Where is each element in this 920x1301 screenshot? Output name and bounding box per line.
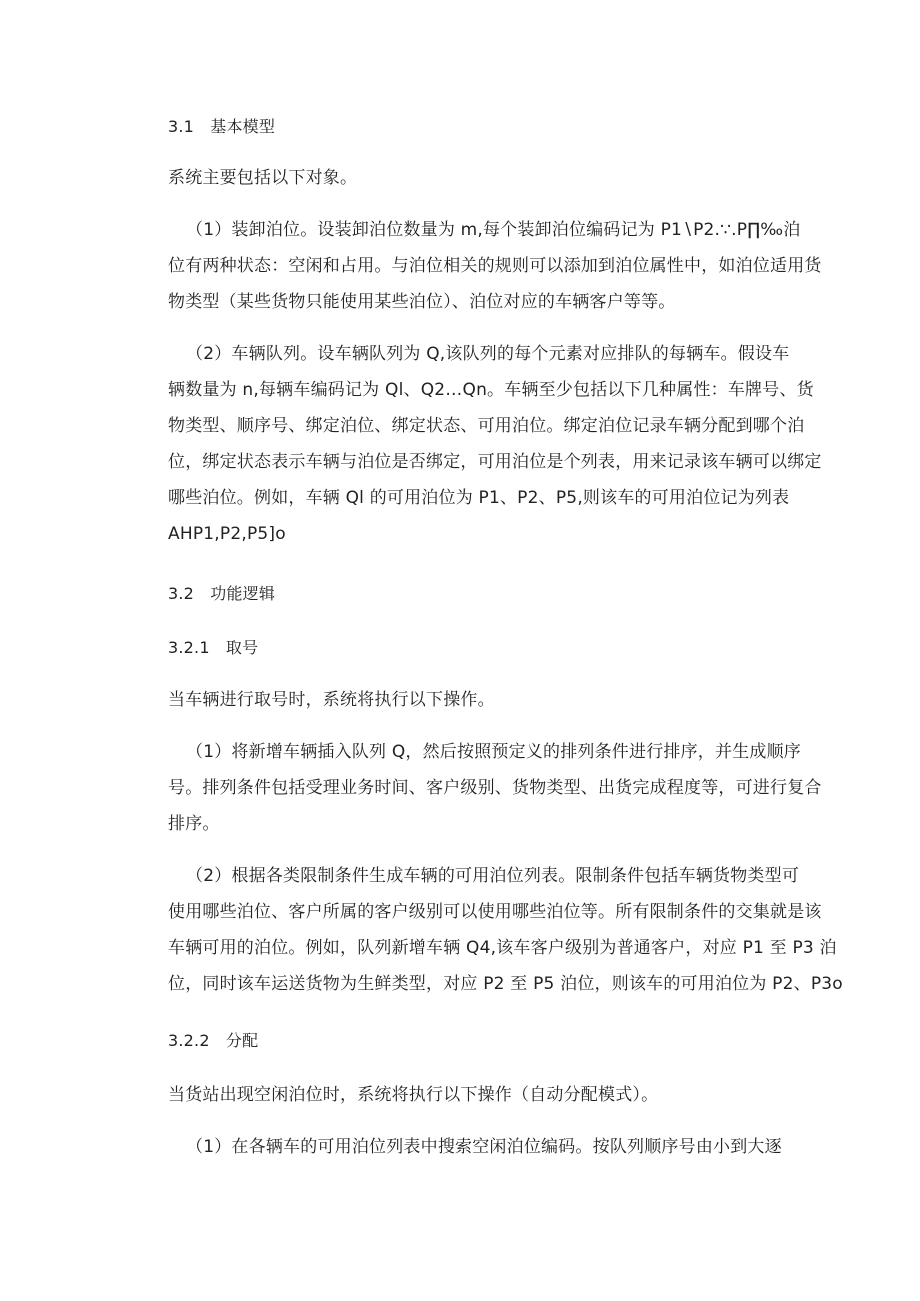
paragraph-search-line-1: （1）在各辆车的可用泊位列表中搜索空闲泊位编码。按队列顺序号由小到大逐 xyxy=(186,1137,782,1157)
section-heading-3-2-1: 3.2.1 取号 xyxy=(168,638,259,657)
paragraph-list-line-1: （2）根据各类限制条件生成车辆的可用泊位列表。限制条件包括车辆货物类型可 xyxy=(186,866,800,886)
paragraph-queue-line-3: 物类型、顺序号、绑定泊位、绑定状态、可用泊位。绑定泊位记录车辆分配到哪个泊 xyxy=(168,416,805,436)
paragraph-allocation: 当货站出现空闲泊位时，系统将执行以下操作（自动分配模式）。 xyxy=(168,1085,659,1105)
paragraph-queue-line-4: 位，绑定状态表示车辆与泊位是否绑定，可用泊位是个列表，用来记录该车辆可以绑定 xyxy=(168,452,822,472)
paragraph-queue-line-5: 哪些泊位。例如，车辆 Ql 的可用泊位为 P1、P2、P5,则该车的可用泊位记为列表 xyxy=(168,488,790,508)
section-heading-3-1: 3.1 基本模型 xyxy=(168,117,276,136)
paragraph-queue-line-2: 辆数量为 n,每辆车编码记为 Ql、Q2…Qn。车辆至少包括以下几种属性：车牌号、货 xyxy=(168,380,814,400)
section-heading-3-2-2: 3.2.2 分配 xyxy=(168,1031,259,1050)
paragraph-queue-line-1: （2）车辆队列。设车辆队列为 Q,该队列的每个元素对应排队的每辆车。假设车 xyxy=(186,344,790,364)
paragraph-list-line-2: 使用哪些泊位、客户所属的客户级别可以使用哪些泊位等。所有限制条件的交集就是该 xyxy=(168,902,822,922)
paragraph-take-number: 当车辆进行取号时，系统将执行以下操作。 xyxy=(168,690,495,710)
paragraph-berth-line-3: 物类型（某些货物只能使用某些泊位）、泊位对应的车辆客户等等。 xyxy=(168,292,676,312)
section-heading-3-2: 3.2 功能逻辑 xyxy=(168,584,276,603)
paragraph-list-line-3: 车辆可用的泊位。例如，队列新增车辆 Q4,该车客户级别为普通客户，对应 P1 至 P3 泊 xyxy=(168,938,837,958)
paragraph-berth-line-1: （1）装卸泊位。设装卸泊位数量为 m,每个装卸泊位编码记为 P1∖P2.∵.P∏‰泊 xyxy=(186,220,801,240)
paragraph-list-line-4: 位，同时该车运送货物为生鲜类型，对应 P2 至 P5 泊位，则该车的可用泊位为 P2、P3o xyxy=(168,974,843,994)
paragraph-intro: 系统主要包括以下对象。 xyxy=(168,168,358,188)
paragraph-queue-line-6: AHP1,P2,P5]o xyxy=(168,524,286,544)
paragraph-insert-line-3: 排序。 xyxy=(168,814,220,834)
paragraph-berth-line-2: 位有两种状态：空闲和占用。与泊位相关的规则可以添加到泊位属性中，如泊位适用货 xyxy=(168,256,822,276)
paragraph-insert-line-2: 号。排列条件包括受理业务时间、客户级别、货物类型、出货完成程度等，可进行复合 xyxy=(168,778,822,798)
paragraph-insert-line-1: （1）将新增车辆插入队列 Q，然后按照预定义的排列条件进行排序，并生成顺序 xyxy=(186,742,801,762)
